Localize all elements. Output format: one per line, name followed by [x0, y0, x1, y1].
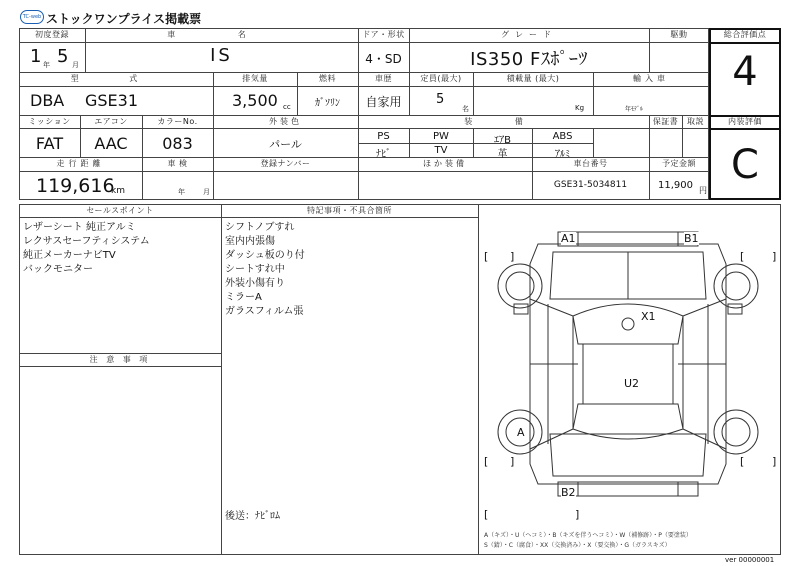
bracket: ]: [575, 508, 580, 521]
header-cautions: 注 意 事 項: [89, 355, 151, 364]
capacity: 5: [436, 92, 445, 107]
equip-airbag: ｴｱB: [494, 135, 511, 146]
sales-point-item: レクサスセーフティシステム: [23, 236, 150, 247]
bracket: ]: [772, 455, 777, 468]
equip-alloy: ｱﾙﾐ: [555, 149, 570, 160]
capacity-unit: 名: [462, 105, 469, 113]
damage-label-b1: B1: [684, 232, 699, 245]
displacement: 3,500: [232, 91, 278, 110]
aircon: AAC: [94, 134, 128, 153]
header-inspection: 車 検: [167, 159, 188, 168]
bracket: ]: [510, 250, 515, 263]
header-reg-number: 登録ナンバー: [260, 159, 311, 168]
sales-point-item: バックモニター: [23, 264, 93, 275]
note-item: ミラーA: [225, 292, 262, 303]
load-unit: Kg: [575, 104, 585, 112]
header-door-type: ドア・形状: [362, 30, 405, 39]
header-interior-score: 内装評価: [728, 117, 762, 126]
damage-label-a1: A1: [561, 232, 576, 245]
sales-points-list: [23, 221, 150, 277]
header-warranty: 保証書: [652, 117, 679, 126]
overall-score: 4: [732, 49, 758, 95]
history: 自家用: [365, 95, 402, 109]
bracket: ]: [510, 455, 515, 468]
equip-pw: PW: [433, 131, 449, 142]
mileage-unit: km: [111, 186, 125, 196]
bracket: ]: [772, 250, 777, 263]
damage-label-x1: X1: [641, 310, 656, 323]
header-first-reg: 初度登録: [35, 30, 69, 39]
ext-color: パール: [269, 138, 302, 151]
header-import: 輸入車: [633, 74, 669, 83]
header-equipment: 装 備: [464, 117, 543, 126]
car-damage-diagram: [478, 204, 781, 524]
header-displacement: 排気量: [242, 74, 268, 83]
header-manual: 取説: [687, 117, 704, 126]
header-aircon: エアコン: [94, 117, 128, 126]
sales-point-item: 純正メーカーナビTV: [23, 250, 116, 261]
header-load: 積載量 (最大): [506, 74, 560, 83]
equip-leather: 革: [497, 149, 508, 160]
car-name: IS: [210, 45, 233, 66]
header-notes: 特記事項・不具合箇所: [307, 206, 392, 215]
reg-month: 5: [57, 46, 69, 67]
header-overall-score: 総合評価点: [723, 30, 767, 39]
grade: IS350 Fｽﾎﾟｰﾂ: [470, 49, 588, 70]
equip-tv: TV: [434, 145, 448, 156]
header-car-name: 車 名: [167, 30, 276, 39]
bracket: [: [484, 455, 489, 468]
note-item: ガラスフィルム張: [225, 306, 304, 317]
header-chassis-no: 車台番号: [573, 159, 608, 168]
note-item: 室内内張傷: [225, 236, 275, 247]
logo: TC-web: [20, 10, 44, 24]
note-item: ダッシュ板のり付: [225, 250, 305, 261]
equip-ps: PS: [377, 131, 390, 142]
mileage: 119,616: [36, 175, 115, 197]
page-title: ストックワンプライス掲載票: [46, 12, 202, 26]
header-history: 車歴: [375, 74, 392, 83]
sales-point-item: レザーシート 純正アルミ: [23, 222, 136, 233]
header-fuel: 燃料: [319, 74, 336, 83]
model: GSE31: [85, 91, 139, 110]
bracket: [: [484, 508, 489, 521]
note-item: 外装小傷有り: [225, 278, 285, 289]
chassis-no: GSE31-5034811: [553, 180, 628, 190]
bracket: [: [484, 250, 489, 263]
header-mission: ミッション: [28, 117, 71, 126]
note-item: シートすれ中: [225, 264, 285, 275]
bracket: [: [740, 250, 745, 263]
price: 11,900: [658, 180, 693, 191]
header-color-no: カラーNo.: [157, 117, 198, 126]
version: ver 00000001: [725, 556, 775, 564]
interior-score: C: [731, 142, 759, 188]
reg-year: 1: [30, 46, 42, 67]
header-ext-color: 外装色: [269, 117, 302, 126]
insp-year: 年: [178, 188, 185, 196]
damage-label-a: A: [517, 426, 525, 439]
reg-month-unit: 月: [72, 61, 79, 69]
door-type: 4・SD: [365, 52, 402, 66]
damage-legend-line2: S（錆）・C（腐食）・XX（交換済み）・X（要交換）・G（ガラスキズ）: [484, 542, 671, 549]
reg-year-unit: 年: [43, 61, 50, 69]
damage-label-u2: U2: [624, 377, 640, 390]
bracket: [: [740, 455, 745, 468]
displacement-unit: cc: [283, 103, 291, 111]
equip-abs: ABS: [552, 131, 573, 142]
header-capacity: 定員(最大): [420, 74, 462, 83]
header-grade: グレード: [501, 30, 557, 39]
insp-month: 月: [203, 188, 210, 196]
header-drive: 駆動: [670, 30, 688, 39]
fuel: ｶﾞｿﾘﾝ: [315, 98, 340, 109]
equip-navi: ﾅﾋﾞ: [376, 149, 391, 160]
damage-label-b2: B2: [561, 486, 576, 499]
after-notes: 後送：ﾅﾋﾞﾛﾑ: [225, 511, 280, 522]
color-no: 083: [162, 134, 193, 153]
import-label: 年ﾓﾃﾞﾙ: [625, 106, 644, 113]
note-item: シフトノブすれ: [225, 222, 295, 233]
model-prefix: DBA: [30, 91, 65, 110]
header-other-equip: ほか装備: [423, 159, 467, 168]
price-unit: 円: [699, 186, 707, 195]
mission: FAT: [35, 134, 64, 153]
header-sales-points: セールスポイント: [86, 206, 154, 215]
damage-legend-line1: A（キズ）・U（ヘコミ）・B（キズを伴うヘコミ）・W（補修跡）・P（要塗装）: [484, 532, 692, 539]
header-model: 型 式: [70, 74, 162, 83]
notes-list: [225, 221, 305, 319]
header-price: 予定金額: [662, 159, 696, 168]
header-mileage: 走行距離: [56, 159, 105, 168]
